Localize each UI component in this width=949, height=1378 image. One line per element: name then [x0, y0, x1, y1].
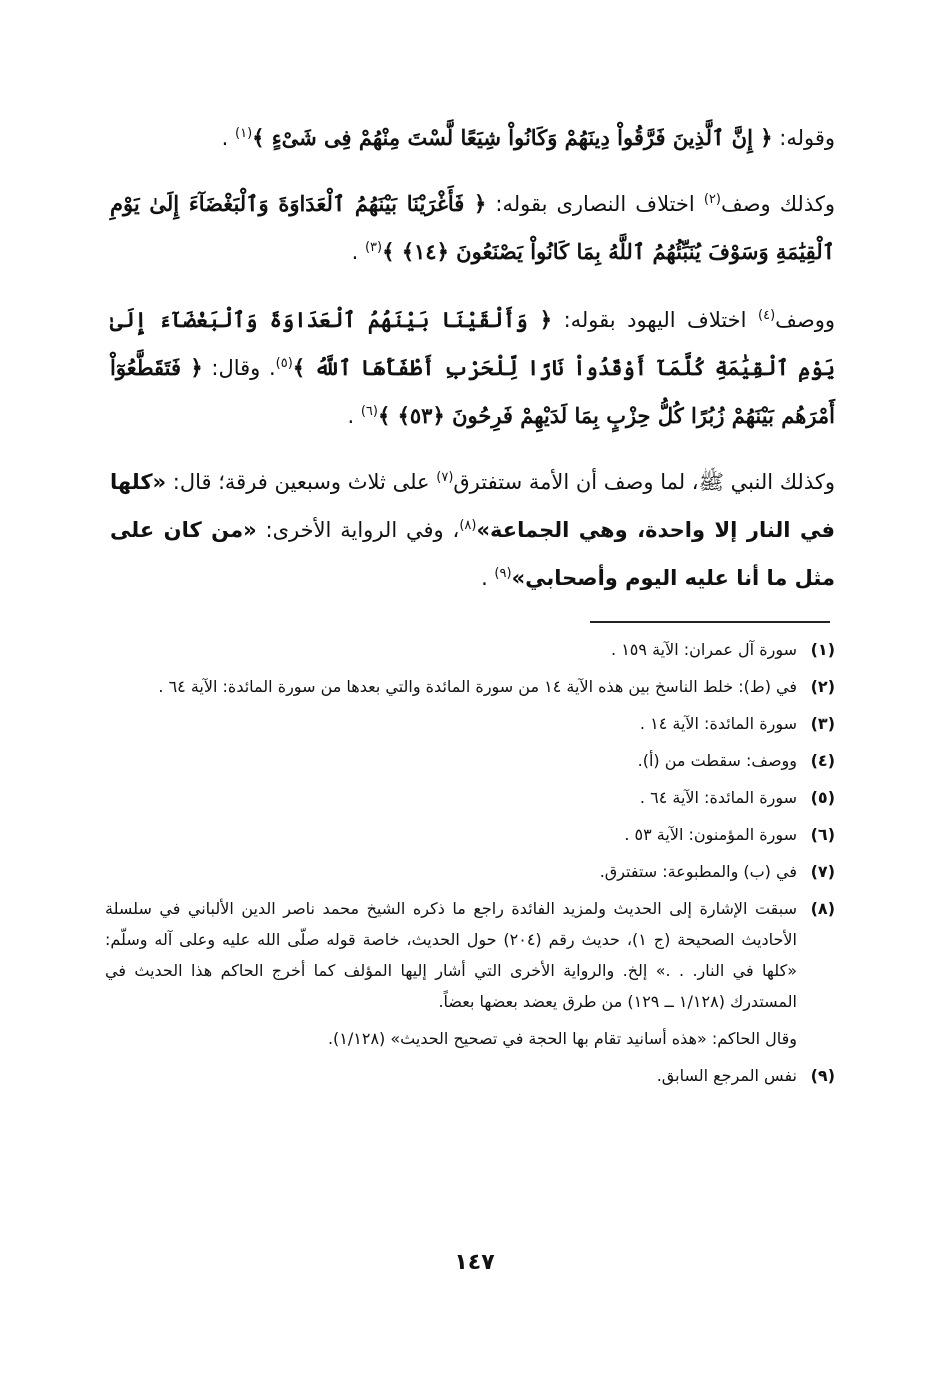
footnote-separator [590, 621, 830, 623]
footnote-8-continuation: وقال الحاكم: «هذه أسانيد تقام بها الحجة في تصحيح الحديث» (١/١٢٨). [327, 1029, 797, 1048]
footnote-4 [105, 745, 835, 776]
footnote-number: (٥) [810, 788, 835, 807]
footnote-number: (٦) [810, 825, 835, 844]
p3-mid: اختلاف اليهود بقوله: [552, 308, 758, 332]
p4-intro: وكذلك النبي ﷺ، لما وصف أن الأمة ستفترق [453, 470, 835, 494]
paragraph-2 [110, 180, 835, 276]
footnote-ref-5: (٥) [275, 356, 293, 371]
quran-verse-1: ﴿ إِنَّ ٱلَّذِينَ فَرَّقُواْ دِينَهُمْ وَكَانُواْ شِيَعًا لَّسْتَ مِنْهُمْ فِى شَىْءٍ ﴾ [252, 125, 773, 150]
p1-end: . [221, 126, 235, 150]
footnote-ref-4: (٤) [758, 308, 776, 323]
footnote-5 [105, 782, 835, 813]
footnote-text: نفس المرجع السابق. [656, 1066, 797, 1085]
paragraph-1 [110, 114, 835, 162]
footnote-number: (٩) [810, 1066, 835, 1085]
footnote-number: (١) [810, 640, 835, 659]
p2-mid: اختلاف النصارى بقوله: [486, 192, 704, 216]
footnote-text: سورة المائدة: الآية ٦٤ . [639, 788, 797, 807]
footnote-number: (٢) [810, 677, 835, 696]
footnote-number: (٨) [810, 899, 835, 918]
footnote-number: (٣) [810, 714, 835, 733]
footnote-2 [105, 671, 835, 702]
footnote-ref-3: (٣) [364, 240, 383, 255]
p4-mid: على ثلاث وسبعين فرقة؛ قال: [166, 470, 437, 494]
quran-verse-3: ﴿ وَأَلْقَيْنَا بَيْنَهُمُ ٱلْعَدَاوَةَ وَٱلْبَغْضَآءَ إِلَىٰ يَوْمِ ٱلْقِيَٰمَةِ كُلَّمَآ أَوْقَدُواْ نَارًا لِّلْحَرْبِ أَطْفَأَهَا ٱللَّهُ ﴾ [110, 307, 835, 380]
footnote-8 [105, 893, 835, 1017]
footnote-1 [105, 634, 835, 665]
footnote-number: (٧) [810, 862, 835, 881]
footnote-7 [105, 856, 835, 887]
footnote-text: في (ب) والمطبوعة: ستفترق. [599, 862, 797, 881]
footnotes [105, 628, 835, 1091]
paragraph-4 [110, 458, 835, 602]
p3-mid2: . وقال: [202, 356, 276, 380]
footnote-text: سورة المائدة: الآية ١٤ . [639, 714, 797, 733]
p3-end: . [347, 404, 361, 428]
p4-mid2: ، وفي الرواية الأخرى: [256, 518, 460, 542]
footnote-text: ووصف: سقطت من (أ). [637, 751, 797, 770]
p4-end: . [481, 566, 495, 590]
p2-end: . [351, 240, 365, 264]
quran-verse-2: ﴿ فَأَغْرَيْنَا بَيْنَهُمُ ٱلْعَدَاوَةَ وَٱلْبَغْضَآءَ إِلَىٰ يَوْمِ ٱلْقِيَٰمَةِ وَسَوْفَ يُنَبِّئُهُمُ ٱللَّهُ بِمَا كَانُواْ يَصْنَعُونَ ﴿١٤﴾ ﴾ [110, 191, 835, 264]
footnote-ref-2: (٢) [703, 192, 721, 207]
footnote-ref-1: (١) [235, 126, 253, 141]
p2-intro: وكذلك وصف [720, 192, 835, 216]
p3-intro: ووصف [775, 308, 835, 332]
footnote-text: سبقت الإشارة إلى الحديث ولمزيد الفائدة راجع ما ذكره الشيخ محمد ناصر الدين الألباني في سلسلة الأحاديث الصحيحة (ج ١)، حديث رقم (٢٠٤) حول الحديث، خاصة قوله صلّى الله عليه وعلى آله وسلّم: «كلها في النار. . .» إلخ. والرواية الأخرى التي أشار إليها المؤلف كما أخرج الحاكم هذا الحديث في المستدرك (١/١٢٨ ــ ١٢٩) من طرق يعضد بعضها بعضاً. [105, 899, 797, 1011]
footnote-text: سورة المؤمنون: الآية ٥٣ . [624, 825, 797, 844]
footnote-text: سورة آل عمران: الآية ١٥٩ . [611, 640, 797, 659]
quran-verse-4: ﴿ فَتَقَطَّعُوٓاْ أَمْرَهُم بَيْنَهُمْ زُبُرًا كُلُّ حِزْبٍ بِمَا لَدَيْهِمْ فَرِحُونَ ﴿٥٣﴾ ﴾ [110, 355, 835, 428]
footnote-ref-8: (٨) [459, 518, 477, 533]
footnote-6 [105, 819, 835, 850]
page-number: ١٤٧ [454, 1250, 495, 1275]
paragraph-3 [110, 296, 835, 440]
footnote-3 [105, 708, 835, 739]
footnote-ref-7: (٧) [436, 470, 454, 485]
hadith-quote-1: «كلها في النار إلا واحدة، وهي الجماعة» [110, 470, 835, 542]
footnote-number: (٤) [810, 751, 835, 770]
footnote-text: في (ط): خلط الناسخ بين هذه الآية ١٤ من سورة المائدة والتي بعدها من سورة المائدة: الآية ٦٤ . [158, 677, 797, 696]
footnote-ref-6: (٦) [360, 404, 378, 419]
footnote-ref-9: (٩) [494, 566, 512, 581]
hadith-quote-2: «من كان على مثل ما أنا عليه اليوم وأصحابي» [110, 518, 835, 590]
footnote-9 [105, 1060, 835, 1091]
p1-intro: وقوله: [772, 126, 835, 150]
